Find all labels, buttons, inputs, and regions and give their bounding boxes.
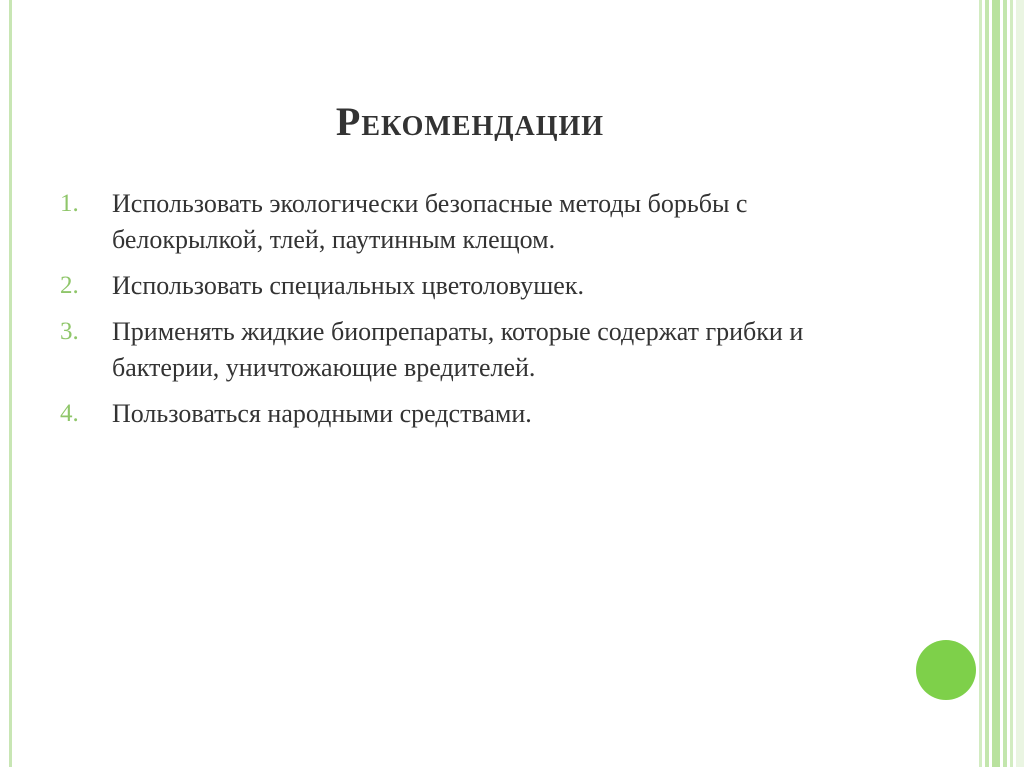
- list-item: [60, 186, 880, 258]
- list-item-text: Использовать экологически безопасные методы борьбы с белокрылкой, тлей, паутинным клещом.: [112, 189, 748, 254]
- slide-title: Рекомендации: [335, 99, 605, 144]
- stripe: [1016, 0, 1024, 767]
- list-item: [60, 314, 880, 386]
- list-item-text: Пользоваться народными средствами.: [112, 399, 532, 428]
- list-item-text: Использовать специальных цветоловушек.: [112, 271, 584, 300]
- stripe: [985, 0, 989, 767]
- stripe: [1010, 0, 1013, 767]
- stripe: [979, 0, 982, 767]
- list-item-number: 2.: [60, 272, 79, 299]
- stripe: [1003, 0, 1007, 767]
- list-item: [60, 396, 880, 432]
- green-circle-decoration: [916, 640, 976, 700]
- decorative-stripes: [979, 0, 1024, 767]
- list-item: [60, 268, 880, 304]
- list-item-number: 1.: [60, 190, 79, 217]
- recommendations-list: [60, 186, 880, 442]
- list-item-number: 3.: [60, 318, 79, 345]
- stripe: [992, 0, 1000, 767]
- list-item-number: 4.: [60, 400, 79, 427]
- list-item-text: Применять жидкие биопрепараты, которые содержат грибки и бактерии, уничтожающие вредителей.: [112, 317, 804, 382]
